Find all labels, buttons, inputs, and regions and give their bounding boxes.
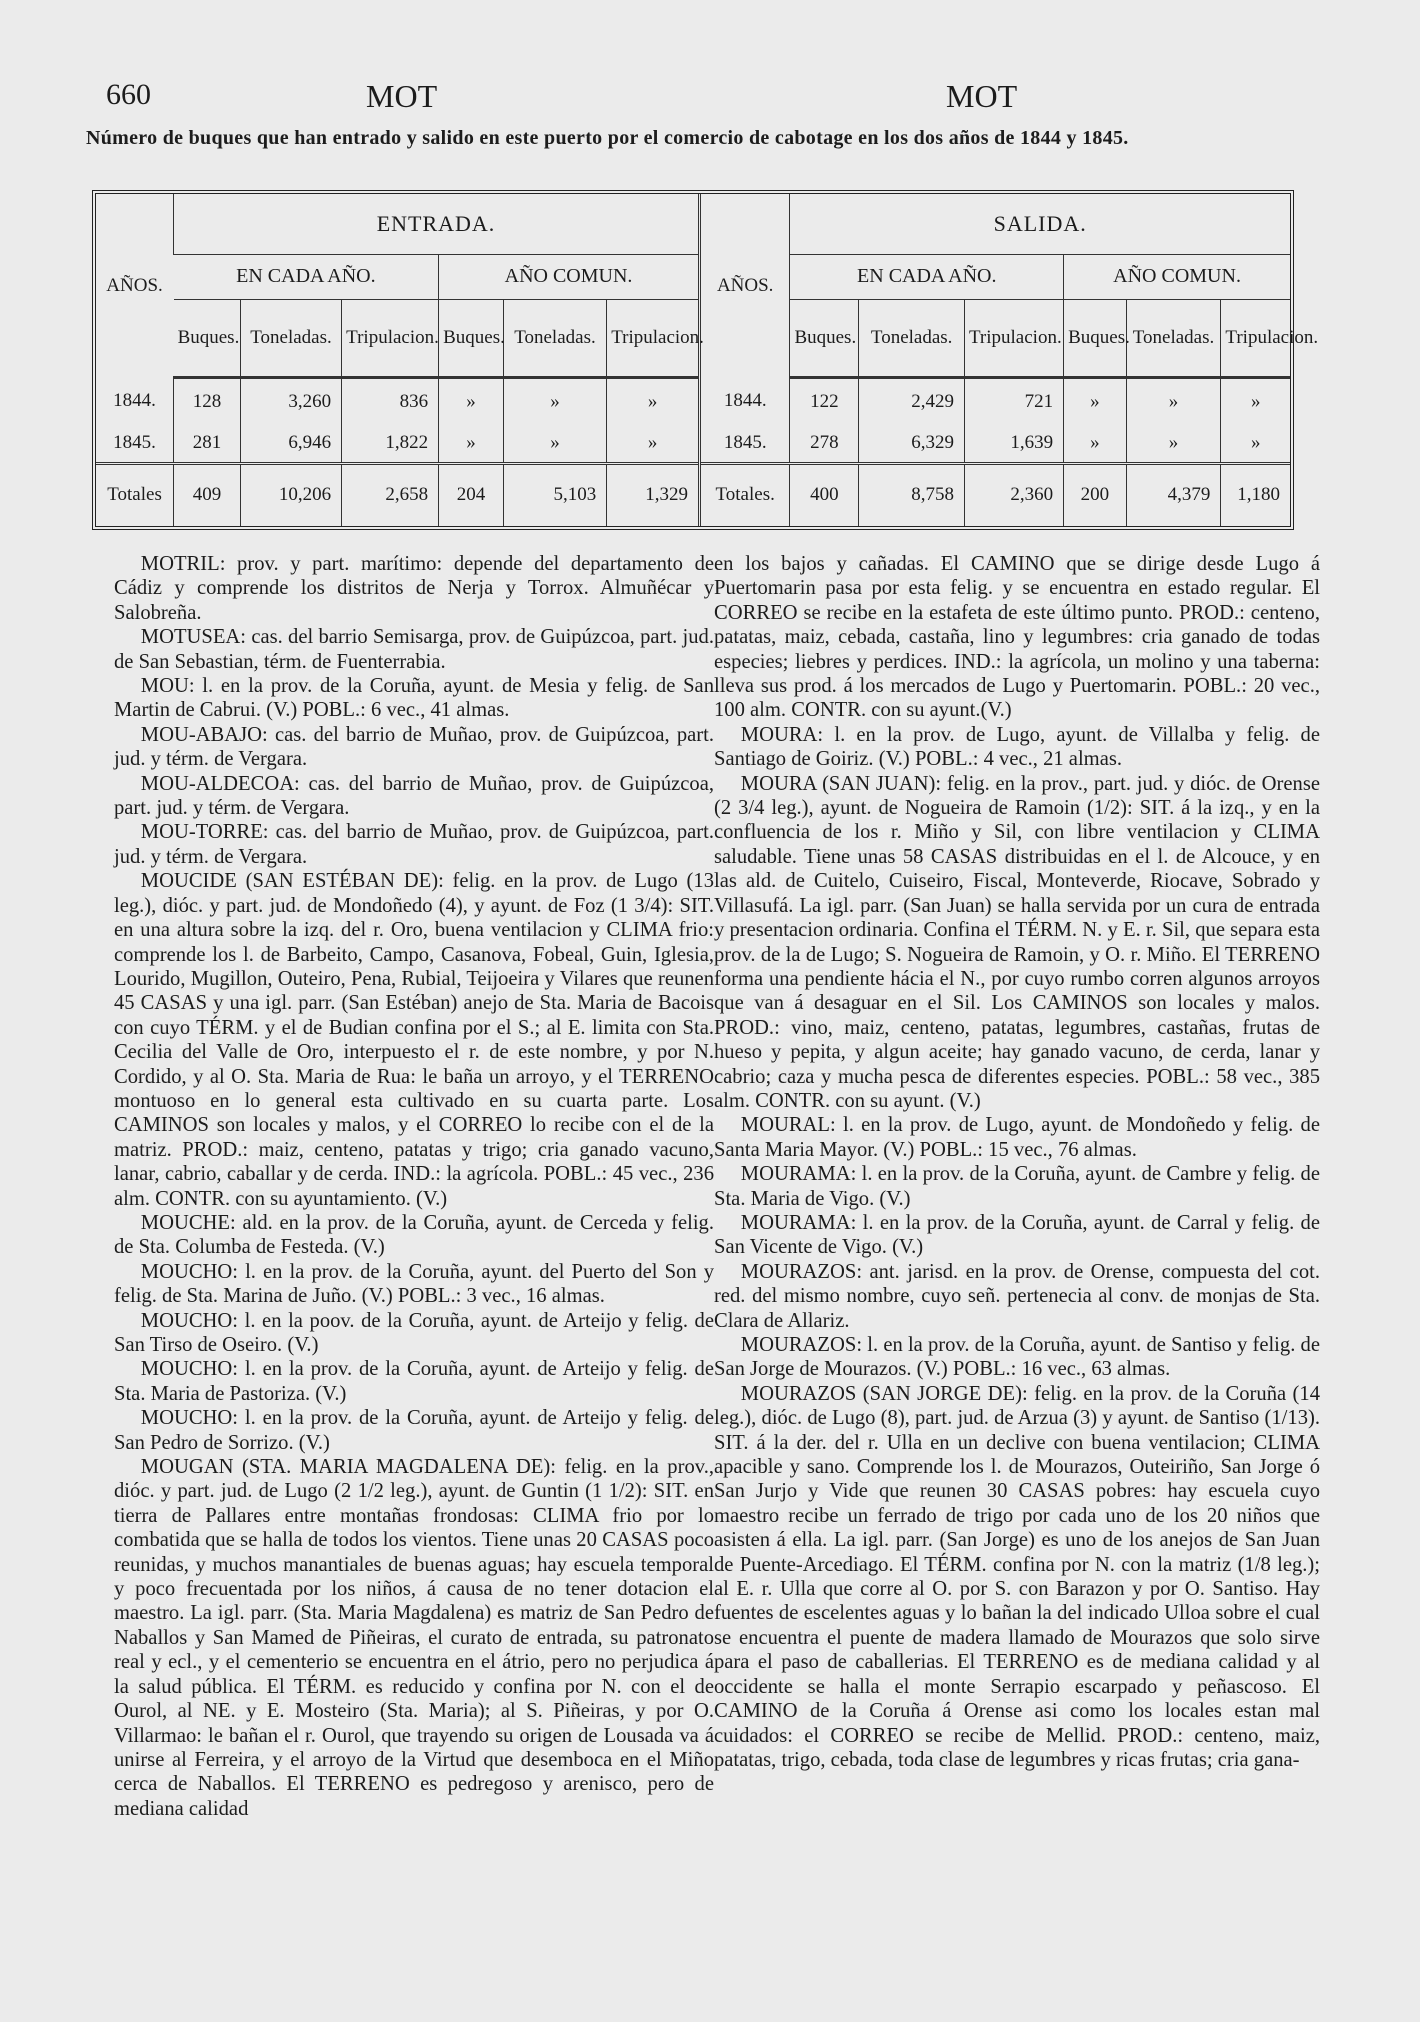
entry-mourama-cambre: MOURAMA: l. en la prov. de la Coruña, ayunt. de Cambre y felig. de Sta. Maria de Vigo. (V.) bbox=[714, 1163, 1320, 1210]
entry-moucho-oseiro: MOUCHO: l. en la poov. de la Coruña, ayunt. de Arteijo y felig. de San Tirso de Oseiro. (V.) bbox=[114, 1309, 714, 1356]
col-tripulacion: Tripulacion. bbox=[1221, 300, 1290, 378]
total-cell: 2,658 bbox=[342, 463, 439, 526]
entrada-each-year: EN CADA AÑO. bbox=[174, 254, 439, 299]
value-cell: 1,822 bbox=[342, 425, 439, 463]
entry-motril: MOTRIL: prov. y part. marítimo: depende del departamento de Cádiz y comprende los distritos de Nerja y Torrox. Almuñécar y Salobreña. bbox=[114, 553, 714, 624]
shipping-table bbox=[92, 190, 1319, 530]
salida-common-year: AÑO COMUN. bbox=[1064, 254, 1290, 299]
entry-motusea: MOTUSEA: cas. del barrio Semisarga, prov. de Guipúzcoa, part. jud. de San Sebastian, térm. de Fuenterrabia. bbox=[114, 626, 714, 673]
value-cell: 721 bbox=[964, 378, 1063, 426]
total-cell: 5,103 bbox=[503, 463, 606, 526]
page-number: 660 bbox=[106, 78, 151, 111]
salida-each-year: EN CADA AÑO. bbox=[790, 254, 1064, 299]
entry-moucide: MOUCIDE (SAN ESTÉBAN DE): felig. en la prov. de Lugo (13 leg.), dióc. y part. jud. de Mondoñedo (4), y ayunt. de Foz (1 3/4): SIT. en una altura sobre la izq. del r. Oro, buena ventilacion y CLIMA frio: comprende los l. de Barbeito, Campo, Casanova, Fobeal, Guin, Iglesia, Lourido, Mugillon, Outeiro, Pena, Rubial, Teijoeira y Vilares que reunen 45 CASAS y una igl. parr. (San Estéban) anejo de Sta. Maria de Bacois con cuyo TÉRM. y el de Budian confina por el S.; al E. limita con Sta. Cecilia del Valle de Oro, interpuesto el r. de este nombre, y por N. Cordido, y al O. Sta. Maria de Rua: le baña un arroyo, y el TERRENO montuoso en lo general esta cultivado en su cuarta parte. Los CAMINOS son locales y malos, y el CORREO lo recibe con el de la matriz. PROD.: maiz, centeno, patatas y trigo; cria ganado vacuno, lanar, cabrio, caballar y de cerda. IND.: la agrícola. POBL.: 45 vec., 236 alm. CONTR. con su ayuntamiento. (V.) bbox=[114, 870, 714, 1210]
value-cell: 122 bbox=[790, 378, 859, 426]
total-cell: 10,206 bbox=[240, 463, 341, 526]
entry-mou: MOU: l. en la prov. de la Coruña, ayunt. de Mesia y felig. de San Martin de Cabrui. (V.) POBL.: 6 vec., 41 almas. bbox=[114, 675, 714, 722]
entrada-header: ENTRADA. bbox=[174, 194, 700, 254]
year-cell: 1844. bbox=[113, 390, 156, 412]
year-cell: 1844. bbox=[699, 378, 790, 426]
entry-moucho-pastoriza: MOUCHO: l. en la prov. de la Coruña, ayunt. de Arteijo y felig. de Sta. Maria de Pastoriza. (V.) bbox=[114, 1358, 714, 1405]
total-cell: 409 bbox=[174, 463, 241, 526]
value-cell: 3,260 bbox=[240, 378, 341, 426]
value-cell: 281 bbox=[174, 425, 241, 463]
entry-mourazos-jurisd: MOURAZOS: ant. jarisd. en la prov. de Orense, compuesta del cot. red. del mismo nombre, cuyo señ. pertenecia al conv. de monjas de Sta. Clara de Allariz. bbox=[714, 1260, 1320, 1332]
value-cell: 128 bbox=[174, 378, 241, 426]
entry-mourama-carral: MOURAMA: l. en la prov. de la Coruña, ayunt. de Carral y felig. de San Vicente de Vigo. (V.) bbox=[714, 1211, 1320, 1259]
years-header-entrada: AÑOS. bbox=[106, 274, 163, 296]
total-cell: 4,379 bbox=[1126, 463, 1221, 526]
value-cell: » bbox=[503, 425, 606, 463]
entry-mourazos-san-jorge: MOURAZOS (SAN JORGE DE): felig. en la prov. de la Coruña (14 leg.), dióc. de Lugo (8), part. jud. de Arzua (3) y ayunt. de Santiso (1/13). SIT. á la der. del r. Ulla en un declive con buena ventilacion; CLIMA apacible y sano. Comprende los l. de Mourazos, Outeiriño, San Jorge ó San Jurjo y Vide que reunen 30 CASAS pobres: hay escuela cuyo maestro recibe un ferrado de trigo por cada uno de los 20 niños que asisten á ella. La igl. parr. (San Jorge) es uno de los anejos de San Juan de Puente-Arcediago. El TÉRM. confina por N. con la matriz (1/8 leg.); al E. r. Ulla que corre al O. por S. con Barazon y por O. Santiso. Hay fuentes de escelentes aguas y lo bañan la del indicado Ulloa sobre el cual se encuentra el puente de madera llamado de Mourazos que solo sirve para el paso de caballerias. El TERRENO es de mediana calidad y al occidente se halla el monte Serrapio escarpado y peñascoso. El CAMINO de la Coruña á Orense asi como los locales estan mal cuidados: el CORREO se recibe de Mellid. PROD.: centeno, maiz, patatas, trigo, cebada, toda clase de legumbres y ricas frutas; cria gana- bbox=[714, 1382, 1320, 1771]
right-headword: MOT bbox=[946, 78, 1018, 114]
col-toneladas: Toneladas. bbox=[240, 300, 341, 378]
total-cell: 400 bbox=[790, 463, 859, 526]
value-cell: 1,639 bbox=[964, 425, 1063, 463]
col-toneladas: Toneladas. bbox=[503, 300, 606, 378]
total-cell: 1,329 bbox=[607, 463, 700, 526]
col-buques: Buques. bbox=[174, 300, 241, 378]
entry-mourazos-lugar: MOURAZOS: l. en la prov. de la Coruña, ayunt. de Santiso y felig. de San Jorge de Mourazos. (V.) POBL.: 16 vec., 63 almas. bbox=[714, 1334, 1320, 1381]
entry-mou-aldecoa: MOU-ALDECOA: cas. del barrio de Muñao, prov. de Guipúzcoa, part. jud. y térm. de Vergara. bbox=[114, 772, 714, 820]
total-cell: 8,758 bbox=[859, 463, 965, 526]
value-cell: » bbox=[1126, 425, 1221, 463]
entry-mou-abajo: MOU-ABAJO: cas. del barrio de Muñao, prov. de Guipúzcoa, part. jud. y térm. de Vergara. bbox=[114, 723, 714, 771]
value-cell: » bbox=[439, 378, 504, 426]
table-row bbox=[96, 378, 1290, 426]
right-text-column bbox=[714, 552, 1320, 1772]
value-cell: 836 bbox=[342, 378, 439, 426]
totals-row bbox=[96, 463, 1290, 526]
entry-moucho-puerto: MOUCHO: l. en la prov. de la Coruña, ayunt. del Puerto del Son y felig. de Sta. Marina de Juño. (V.) POBL.: 3 vec., 16 almas. bbox=[114, 1260, 714, 1308]
left-text-column bbox=[114, 552, 714, 1821]
salida-header: SALIDA. bbox=[790, 194, 1290, 254]
col-tripulacion: Tripulacion. bbox=[342, 300, 439, 378]
entry-moura: MOURA: l. en la prov. de Lugo, ayunt. de Villalba y felig. de Santiago de Goiriz. (V.) POBL.: 4 vec., 21 almas. bbox=[714, 723, 1320, 771]
running-header bbox=[106, 78, 1346, 122]
left-headword: MOT bbox=[366, 78, 438, 114]
table-row bbox=[96, 425, 1290, 463]
entrada-common-year: AÑO COMUN. bbox=[439, 254, 700, 299]
entry-moura-san-juan: MOURA (SAN JUAN): felig. en la prov., part. jud. y dióc. de Orense (2 3/4 leg.), ayunt. de Nogueira de Ramoin (1/2): SIT. á la izq., y en la confluencia de los r. Miño y Sil, con libre ventilacion y CLIMA saludable. Tiene unas 58 CASAS distribuidas en el l. de Alcouce, y en las ald. de Cuitelo, Cuiseiro, Fiscal, Monteverde, Riocave, Sobrado y Villasufá. La igl. parr. (San Juan) se halla servida por un cura de entrada y presentacion ordinaria. Confina el TÉRM. N. y E. r. Sil, que separa esta prov. de la de Lugo; S. Nogueira de Ramoin, y O. r. Miño. El TERRENO forma una pendiente hácia el N., por cuyo rumbo corren algunos arroyos que van á desaguar en el Sil. Los CAMINOS son locales y malos. PROD.: vino, maiz, centeno, patatas, legumbres, castañas, frutas de hueso y pepita, y algun aceite; hay ganado vacuno, de cerda, lanar y cabrio; caza y mucha pesca de diferentes especies. POBL.: 58 vec., 385 alm. CONTR. con su ayunt. (V.) bbox=[714, 772, 1320, 1112]
value-cell: » bbox=[607, 378, 700, 426]
value-cell: 6,329 bbox=[859, 425, 965, 463]
year-cell: 1845. bbox=[113, 432, 156, 454]
value-cell: » bbox=[1126, 378, 1221, 426]
col-toneladas: Toneladas. bbox=[1126, 300, 1221, 378]
value-cell: » bbox=[1064, 378, 1126, 426]
years-header-salida: AÑOS. bbox=[699, 194, 790, 378]
value-cell: » bbox=[503, 378, 606, 426]
value-cell: 278 bbox=[790, 425, 859, 463]
totals-label: Totales. bbox=[699, 463, 790, 526]
table-caption: Número de buques que han entrado y salido en este puerto por el comercio de cabotage en los dos años de 1844 y 1845. bbox=[86, 127, 1129, 149]
entry-mou-torre: MOU-TORRE: cas. del barrio de Muñao, prov. de Guipúzcoa, part. jud. y térm. de Vergara. bbox=[114, 821, 714, 868]
col-buques: Buques. bbox=[1064, 300, 1126, 378]
col-tripulacion: Tripulacion. bbox=[964, 300, 1063, 378]
col-buques: Buques. bbox=[790, 300, 859, 378]
year-cell: 1845. bbox=[699, 425, 790, 463]
total-cell: 2,360 bbox=[964, 463, 1063, 526]
col-toneladas: Toneladas. bbox=[859, 300, 965, 378]
value-cell: » bbox=[439, 425, 504, 463]
value-cell: » bbox=[607, 425, 700, 463]
entry-mougan-continued: en los bajos y cañadas. El CAMINO que se dirige desde Lugo á Puertomarin pasa por esta felig. y se encuentra en estado regular. El CORREO se recibe en la estafeta de este último punto. PROD.: centeno, patatas, maiz, cebada, castaña, lino y legumbres: cria ganado de todas especies; liebres y perdices. IND.: la agrícola, un molino y una taberna: lleva sus prod. á los mercados de Lugo y Puertomarin. POBL.: 20 vec., 100 alm. CONTR. con su ayunt.(V.) bbox=[714, 553, 1320, 722]
total-cell: 1,180 bbox=[1221, 463, 1290, 526]
value-cell: » bbox=[1064, 425, 1126, 463]
entry-moucho-sorrizo: MOUCHO: l. en la prov. de la Coruña, ayunt. de Arteijo y felig. de San Pedro de Sorrizo. (V.) bbox=[114, 1407, 714, 1454]
entry-mouche: MOUCHE: ald. en la prov. de la Coruña, ayunt. de Cerceda y felig. de Sta. Columba de Festeda. (V.) bbox=[114, 1211, 714, 1259]
total-cell: 200 bbox=[1064, 463, 1126, 526]
entry-moural: MOURAL: l. en la prov. de Lugo, ayunt. de Mondoñedo y felig. de Santa Maria Mayor. (V.) POBL.: 15 vec., 76 almas. bbox=[714, 1114, 1320, 1161]
value-cell: 6,946 bbox=[240, 425, 341, 463]
col-tripulacion: Tripulacion. bbox=[607, 300, 700, 378]
value-cell: 2,429 bbox=[859, 378, 965, 426]
total-cell: 204 bbox=[439, 463, 504, 526]
value-cell: » bbox=[1221, 425, 1290, 463]
entry-mougan: MOUGAN (STA. MARIA MAGDALENA DE): felig. en la prov., dióc. y part. jud. de Lugo (2 1/2 leg.), ayunt. de Guntin (1 1/2): SIT. en tierra de Pallares entre montañas frondosas: CLIMA frio por lo combatida que se halla de todos los vientos. Tiene unas 20 CASAS poco reunidas, y muchos manantiales de buenas aguas; hay escuela temporal y poco frecuentada por los niños, á causa de no tener dotacion el maestro. La igl. parr. (Sta. Maria Magdalena) es matriz de San Pedro de Naballos y San Mamed de Piñeiras, el curato de entrada, su patronato real y ecl., y el cementerio se encuentra en el átrio, pero no perjudica á la salud pública. El TÉRM. es reducido y confina por N. con el de Ourol, al NE. y E. Mosteiro (Sta. Maria); al S. Piñeiras, y por O. Villarmao: le bañan el r. Ourol, que trayendo su origen de Lousada va á unirse al Ferreira, y el arroyo de la Virtud que desemboca en el Miño cerca de Naballos. El TERRENO es pedregoso y arenisco, pero de mediana calidad bbox=[114, 1456, 714, 1820]
col-buques: Buques. bbox=[439, 300, 504, 378]
totals-label: Totales bbox=[96, 463, 174, 526]
value-cell: » bbox=[1221, 378, 1290, 426]
